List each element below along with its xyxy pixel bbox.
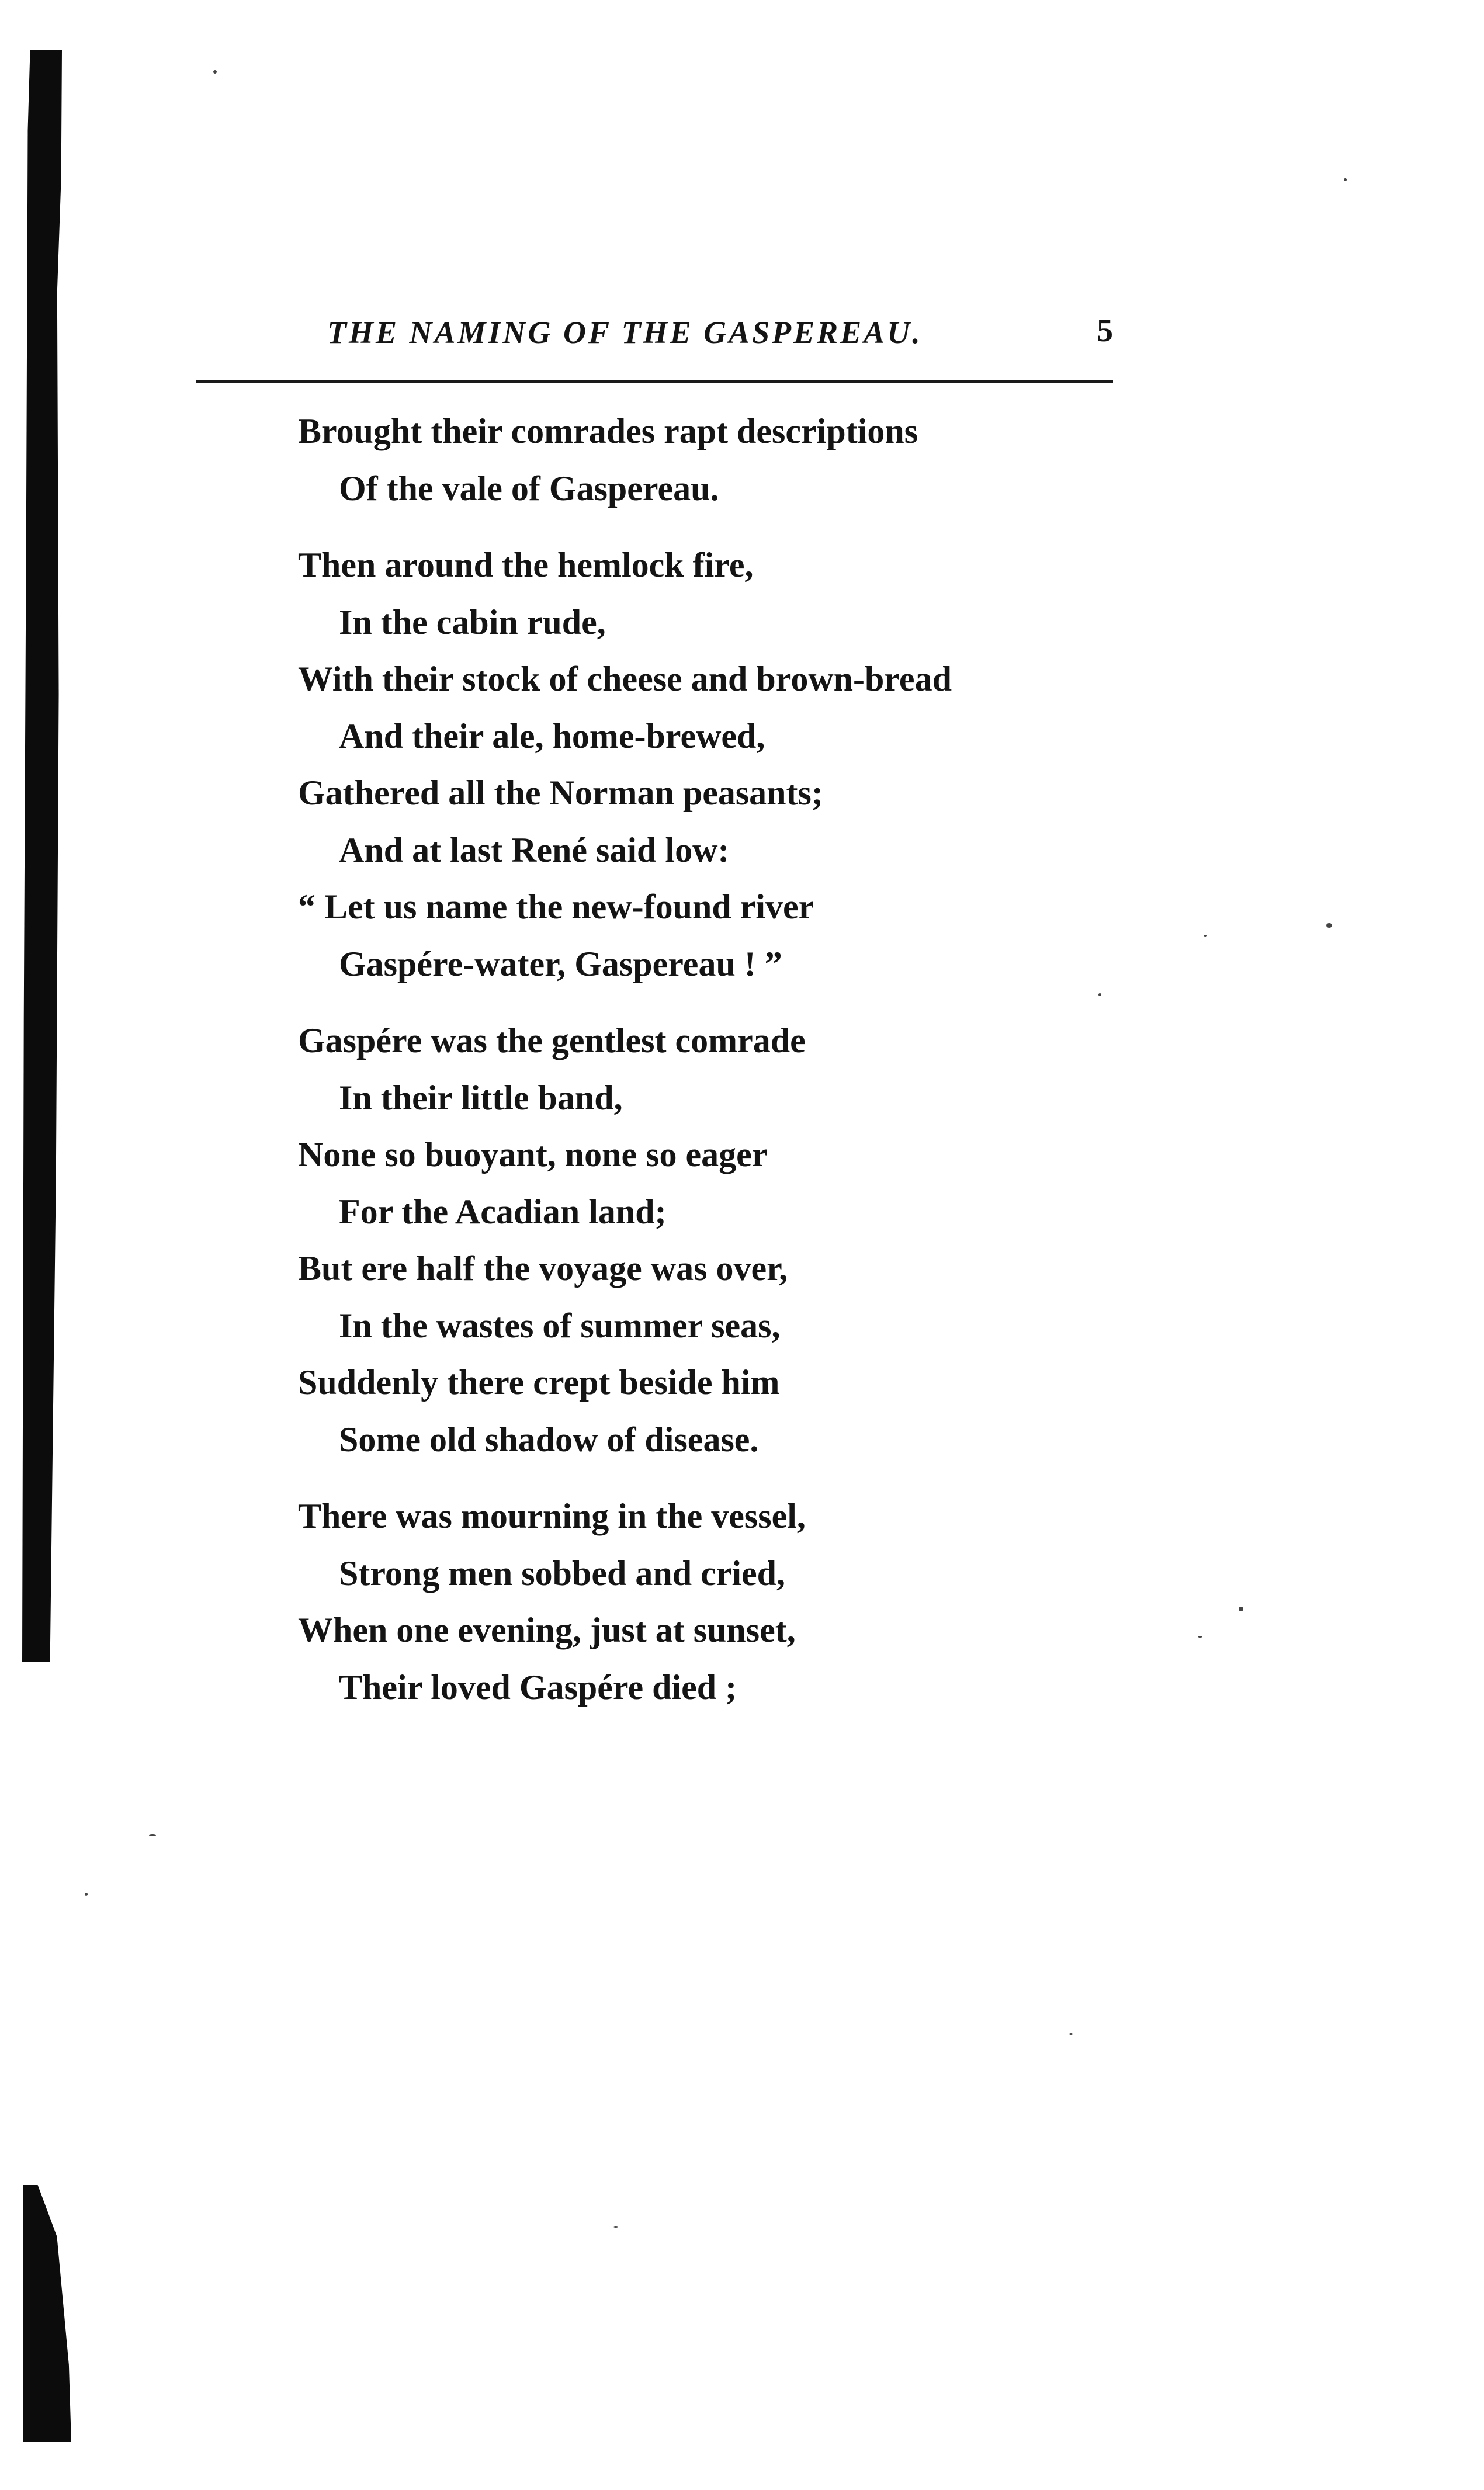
poem-line: Gathered all the Norman peasants; [298,774,823,812]
scan-speck [1239,1607,1243,1611]
poem-line: Suddenly there crept beside him [298,1363,780,1402]
scan-speck [1198,1636,1202,1638]
scan-speck [1204,935,1207,937]
poem-line: In the wastes of summer seas, [339,1306,781,1345]
running-header [196,304,1113,368]
poem-line: Gaspére-water, Gaspereau ! ” [339,944,782,983]
poem-line: For the Acadian land; [339,1192,667,1231]
poem-line: And at last René said low: [339,830,730,869]
poem-line: There was mourning in the vessel, [298,1497,806,1535]
stanza [298,537,1116,993]
scan-speck [1069,2033,1073,2035]
poem-body [298,403,1116,1736]
poem-line: None so buoyant, none so eager [298,1135,768,1174]
scan-speck [149,1834,156,1836]
running-title: THE NAMING OF THE GASPEREAU. [327,315,923,350]
poem-line: Strong men sobbed and cried, [339,1553,786,1593]
poem-line: Gaspére was the gentlest comrade [298,1021,806,1060]
scan-speck [213,70,217,74]
scan-speck [1344,178,1347,181]
poem-line: In the cabin rude, [339,602,606,641]
poem-line: Of the vale of Gaspereau. [339,469,719,508]
page-number: 5 [1097,313,1113,349]
poem-line: Brought their comrades rapt descriptions [298,412,918,450]
poem-line: With their stock of cheese and brown-bread [298,660,952,698]
scan-speck [613,2226,618,2228]
poem-line: And their ale, home-brewed, [339,716,765,755]
poem-line: In their little band, [339,1078,623,1117]
poem-line: Then around the hemlock fire, [298,546,754,584]
scan-edge-shadow-bottom [23,2185,71,2442]
header-rule [196,380,1113,383]
poem-line: But ere half the voyage was over, [298,1249,788,1288]
poem-line: Some old shadow of disease. [339,1420,759,1459]
stanza [298,403,1116,517]
stanza [298,1488,1116,1716]
stanza [298,1012,1116,1468]
poem-line: “ Let us name the new-found river [298,887,814,926]
scan-speck [1326,923,1332,928]
poem-line: When one evening, just at sunset, [298,1611,796,1649]
scan-edge-shadow-top [22,50,62,1662]
poem-line: Their loved Gaspére died ; [339,1667,737,1707]
scan-speck [85,1893,88,1896]
